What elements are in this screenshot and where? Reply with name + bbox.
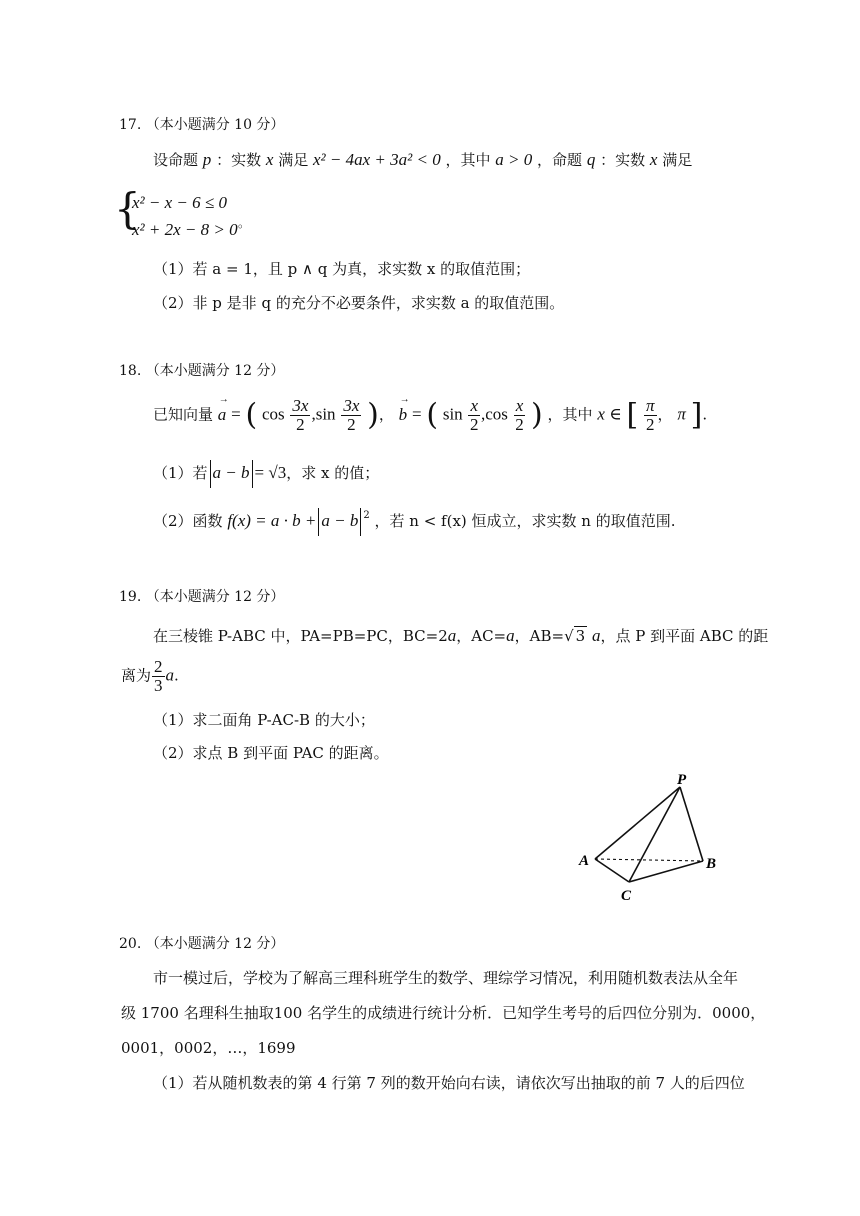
q18-vector-b: → b (399, 405, 408, 424)
q18-bracket-close: ] (690, 397, 703, 433)
q18-frac-x-1-num: x (470, 396, 478, 415)
q18-cos-2: cos (485, 404, 508, 424)
q18-frac-pi-num: π (646, 396, 655, 415)
q18-part2-text-b: ，若 n < f(x) 恒成立，求实数 n 的取值范围. (374, 512, 676, 530)
q18-part2-text-a: （2）函数 (153, 512, 223, 530)
q18-abs2-inner: a − b (321, 511, 359, 530)
q18-part2 (153, 508, 676, 536)
q18-paren-close-1: ) (367, 397, 379, 433)
q17-prop-q: q (586, 150, 596, 169)
q17-inequality: x² − 4ax + 3a² < 0 (313, 150, 441, 169)
q19-sqrt-sign: √ (564, 627, 574, 645)
q17-stem-text-d: ，其中 (445, 151, 491, 169)
q19-a-4: a (165, 665, 175, 685)
q20-line1: 市一模过后，学校为了解高三理科班学生的数学、理综学习情况，利用随机数表法从全年 (153, 969, 739, 987)
q18-paren-open-1: ( (245, 397, 258, 433)
q18-part1-text-b: ，求 x 的值； (286, 464, 380, 482)
q18-frac-3x-1-den: 2 (296, 415, 305, 434)
q18-sin-1: sin (315, 404, 336, 424)
q18-function: f(x) = a · b + (227, 511, 317, 530)
q19-stem-text-c: ，AB= (514, 627, 565, 645)
q18-frac-x-2-num: x (515, 396, 524, 415)
q18-frac-pi-den: 2 (646, 415, 655, 434)
q18-part1-text-a: （1）若 (153, 464, 208, 482)
q19-heading: 19. （本小题满分 12 分） (119, 589, 285, 605)
q20-line2: 级 1700 名理科生抽取100 名学生的成绩进行统计分析．已知学生考号的后四位分别为．0000， (121, 1004, 766, 1022)
q18-period: . (702, 405, 708, 424)
pyramid-figure (570, 770, 730, 910)
q17-var-x: x (265, 150, 274, 169)
q17-system-line1: x² − x − 6 ≤ 0 (132, 193, 227, 212)
edge-ac (595, 859, 629, 882)
edge-ab-hidden (595, 859, 703, 861)
q19-a-1: a (447, 626, 457, 645)
q18-part1-eq: = √3 (254, 463, 287, 482)
q18-frac-3x-2-den: 2 (347, 415, 356, 434)
q18-eq-1: = (231, 404, 241, 424)
label-p: P (677, 772, 687, 788)
edge-pa (595, 787, 680, 859)
q17-stem-text-a: 设命题 (153, 151, 199, 169)
q17-stem-text-f: ：实数 (600, 151, 646, 169)
edge-cb (629, 861, 703, 882)
label-b: B (706, 856, 717, 872)
q18-paren-close-2: ) (531, 397, 543, 433)
q19-sqrt3: 3 (575, 627, 586, 645)
q18-frac-x-1-den: 2 (469, 415, 479, 434)
q19-part1: （1）求二面角 P-AC-B 的大小； (153, 711, 375, 729)
q17-system-end: 。 (238, 216, 251, 230)
q19-part2: （2）求点 B 到平面 PAC 的距离。 (153, 744, 389, 762)
q19-fraction-num: 2 (154, 657, 163, 676)
q18-eq-2: = (411, 404, 422, 424)
q17-part2: （2）非 p 是非 q 的充分不必要条件，求实数 a 的取值范围。 (153, 294, 565, 312)
q18-stem-text-a: 已知向量 (153, 405, 214, 424)
q18-part1 (153, 460, 379, 488)
q18-paren-open-2: ( (426, 397, 439, 433)
q18-abs-right (252, 460, 253, 488)
q18-comma-1: , (311, 404, 316, 424)
q17-stem-text-e: ，命题 (537, 151, 583, 169)
q18-abs-left (210, 460, 211, 488)
q18-abs-inner: a − b (212, 463, 250, 482)
q18-abs2-left (318, 508, 319, 536)
q18-square: 2 (363, 510, 370, 521)
q19-a-2: a (506, 626, 515, 645)
q18-stem (153, 397, 707, 434)
q18-frac-pi (644, 397, 657, 434)
q20-part1: （1）若从随机数表的第 4 行第 7 列的数开始向右读，请依次写出抽取的前 7 人的后四位 (153, 1074, 745, 1092)
q18-sin-2: sin (442, 404, 463, 424)
q18-vector-a: → a (218, 405, 227, 424)
q19-fraction-den: 3 (154, 676, 163, 695)
q18-frac-3x-2-num: 3x (343, 396, 360, 415)
q19-stem-text-d: ，点 P 到平面 ABC 的距 (600, 627, 769, 645)
q17-stem-text-g: 满足 (662, 151, 693, 169)
q18-bracket-open: [ (626, 397, 639, 433)
q18-pi: π (677, 404, 686, 424)
q19-stem-line1 (153, 625, 768, 646)
q17-heading: 17. （本小题满分 10 分） (119, 117, 285, 133)
q17-stem (153, 149, 692, 170)
q18-in: x ∈ (597, 404, 622, 424)
q17-part1: （1）若 a = 1，且 p ∧ q 为真，求实数 x 的取值范围； (153, 260, 531, 278)
q18-sep: ， (378, 405, 394, 424)
q18-frac-3x-1-num: 3x (292, 396, 309, 415)
q18-frac-x-1 (468, 397, 480, 434)
q19-stem-text-e: 离为 (121, 666, 152, 685)
q18-comma-2: , (481, 404, 486, 424)
edge-pc (629, 787, 680, 882)
q17-prop-p: p (202, 150, 212, 169)
q18-interval-sep: ， (657, 405, 673, 424)
q19-stem-text-a: 在三棱锥 P-ABC 中，PA=PB=PC，BC=2 (153, 627, 448, 645)
q20-line3: 0001，0002，…，1699 (121, 1039, 296, 1057)
edge-pb (680, 787, 703, 861)
q17-condition: a > 0 (495, 150, 533, 169)
q19-a-3: a (591, 626, 601, 645)
q17-stem-text-c: 满足 (278, 151, 309, 169)
q19-stem-text-f: . (174, 666, 179, 685)
q18-frac-x-2-den: 2 (515, 415, 524, 434)
label-a: A (579, 853, 590, 869)
q18-heading: 18. （本小题满分 12 分） (119, 363, 285, 379)
q20-heading: 20. （本小题满分 12 分） (119, 936, 285, 952)
q19-fraction (152, 658, 165, 695)
q18-frac-3x-1 (290, 397, 310, 434)
q19-stem-text-b: ，AC= (456, 627, 507, 645)
q18-cos-1: cos (261, 404, 285, 424)
q18-frac-3x-2 (341, 397, 361, 434)
q17-stem-text-b: ：实数 (216, 151, 262, 169)
q18-frac-x-2 (514, 397, 526, 434)
q17-system-brace: { (114, 184, 141, 233)
q19-stem-line2 (121, 658, 179, 695)
q17-system-line2: x² + 2x − 8 > 0 (132, 220, 238, 239)
q18-abs2-right (360, 508, 361, 536)
q18-stem-text-b: ，其中 (547, 405, 593, 424)
q17-var-x2: x (649, 150, 658, 169)
label-c: C (621, 888, 632, 904)
